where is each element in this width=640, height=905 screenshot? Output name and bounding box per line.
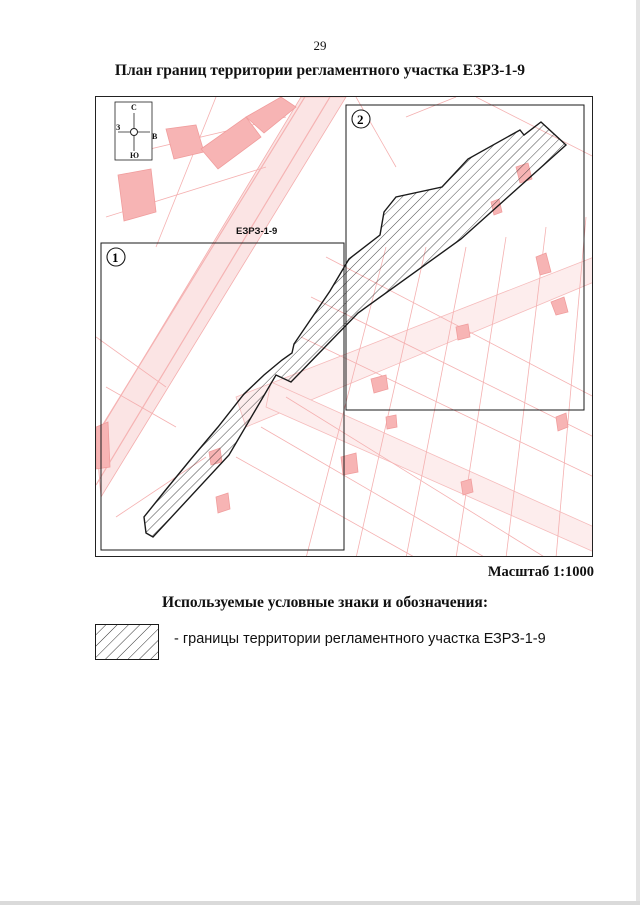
page-number: 29	[313, 38, 327, 53]
zone-boundary-area	[144, 122, 566, 537]
map-frame	[95, 96, 593, 557]
hatched-area-legend-icon	[95, 624, 159, 660]
zone-label: ЕЗРЗ-1-9	[236, 226, 278, 237]
compass-north: С	[131, 103, 137, 112]
scale-label: Масштаб 1:1000	[487, 564, 594, 580]
map-canvas	[96, 97, 593, 557]
compass-east: В	[152, 132, 158, 141]
compass-rose	[115, 102, 158, 160]
frame-1-marker	[107, 248, 125, 266]
legend-item-text: - границы территории регламентного участка ЕЗРЗ-1-9	[174, 631, 546, 647]
scan-edge-bottom	[0, 901, 640, 905]
compass-south: Ю	[130, 151, 140, 160]
frame-2-marker	[352, 110, 370, 128]
legend-title: Используемые условные знаки и обозначения:	[162, 594, 488, 611]
compass-west: З	[116, 123, 121, 132]
frame-1-label: 1	[112, 250, 119, 265]
page-title: План границ территории регламентного участка ЕЗРЗ-1-9	[114, 62, 526, 79]
frame-2-label: 2	[357, 112, 364, 127]
scan-edge-right	[636, 0, 640, 905]
